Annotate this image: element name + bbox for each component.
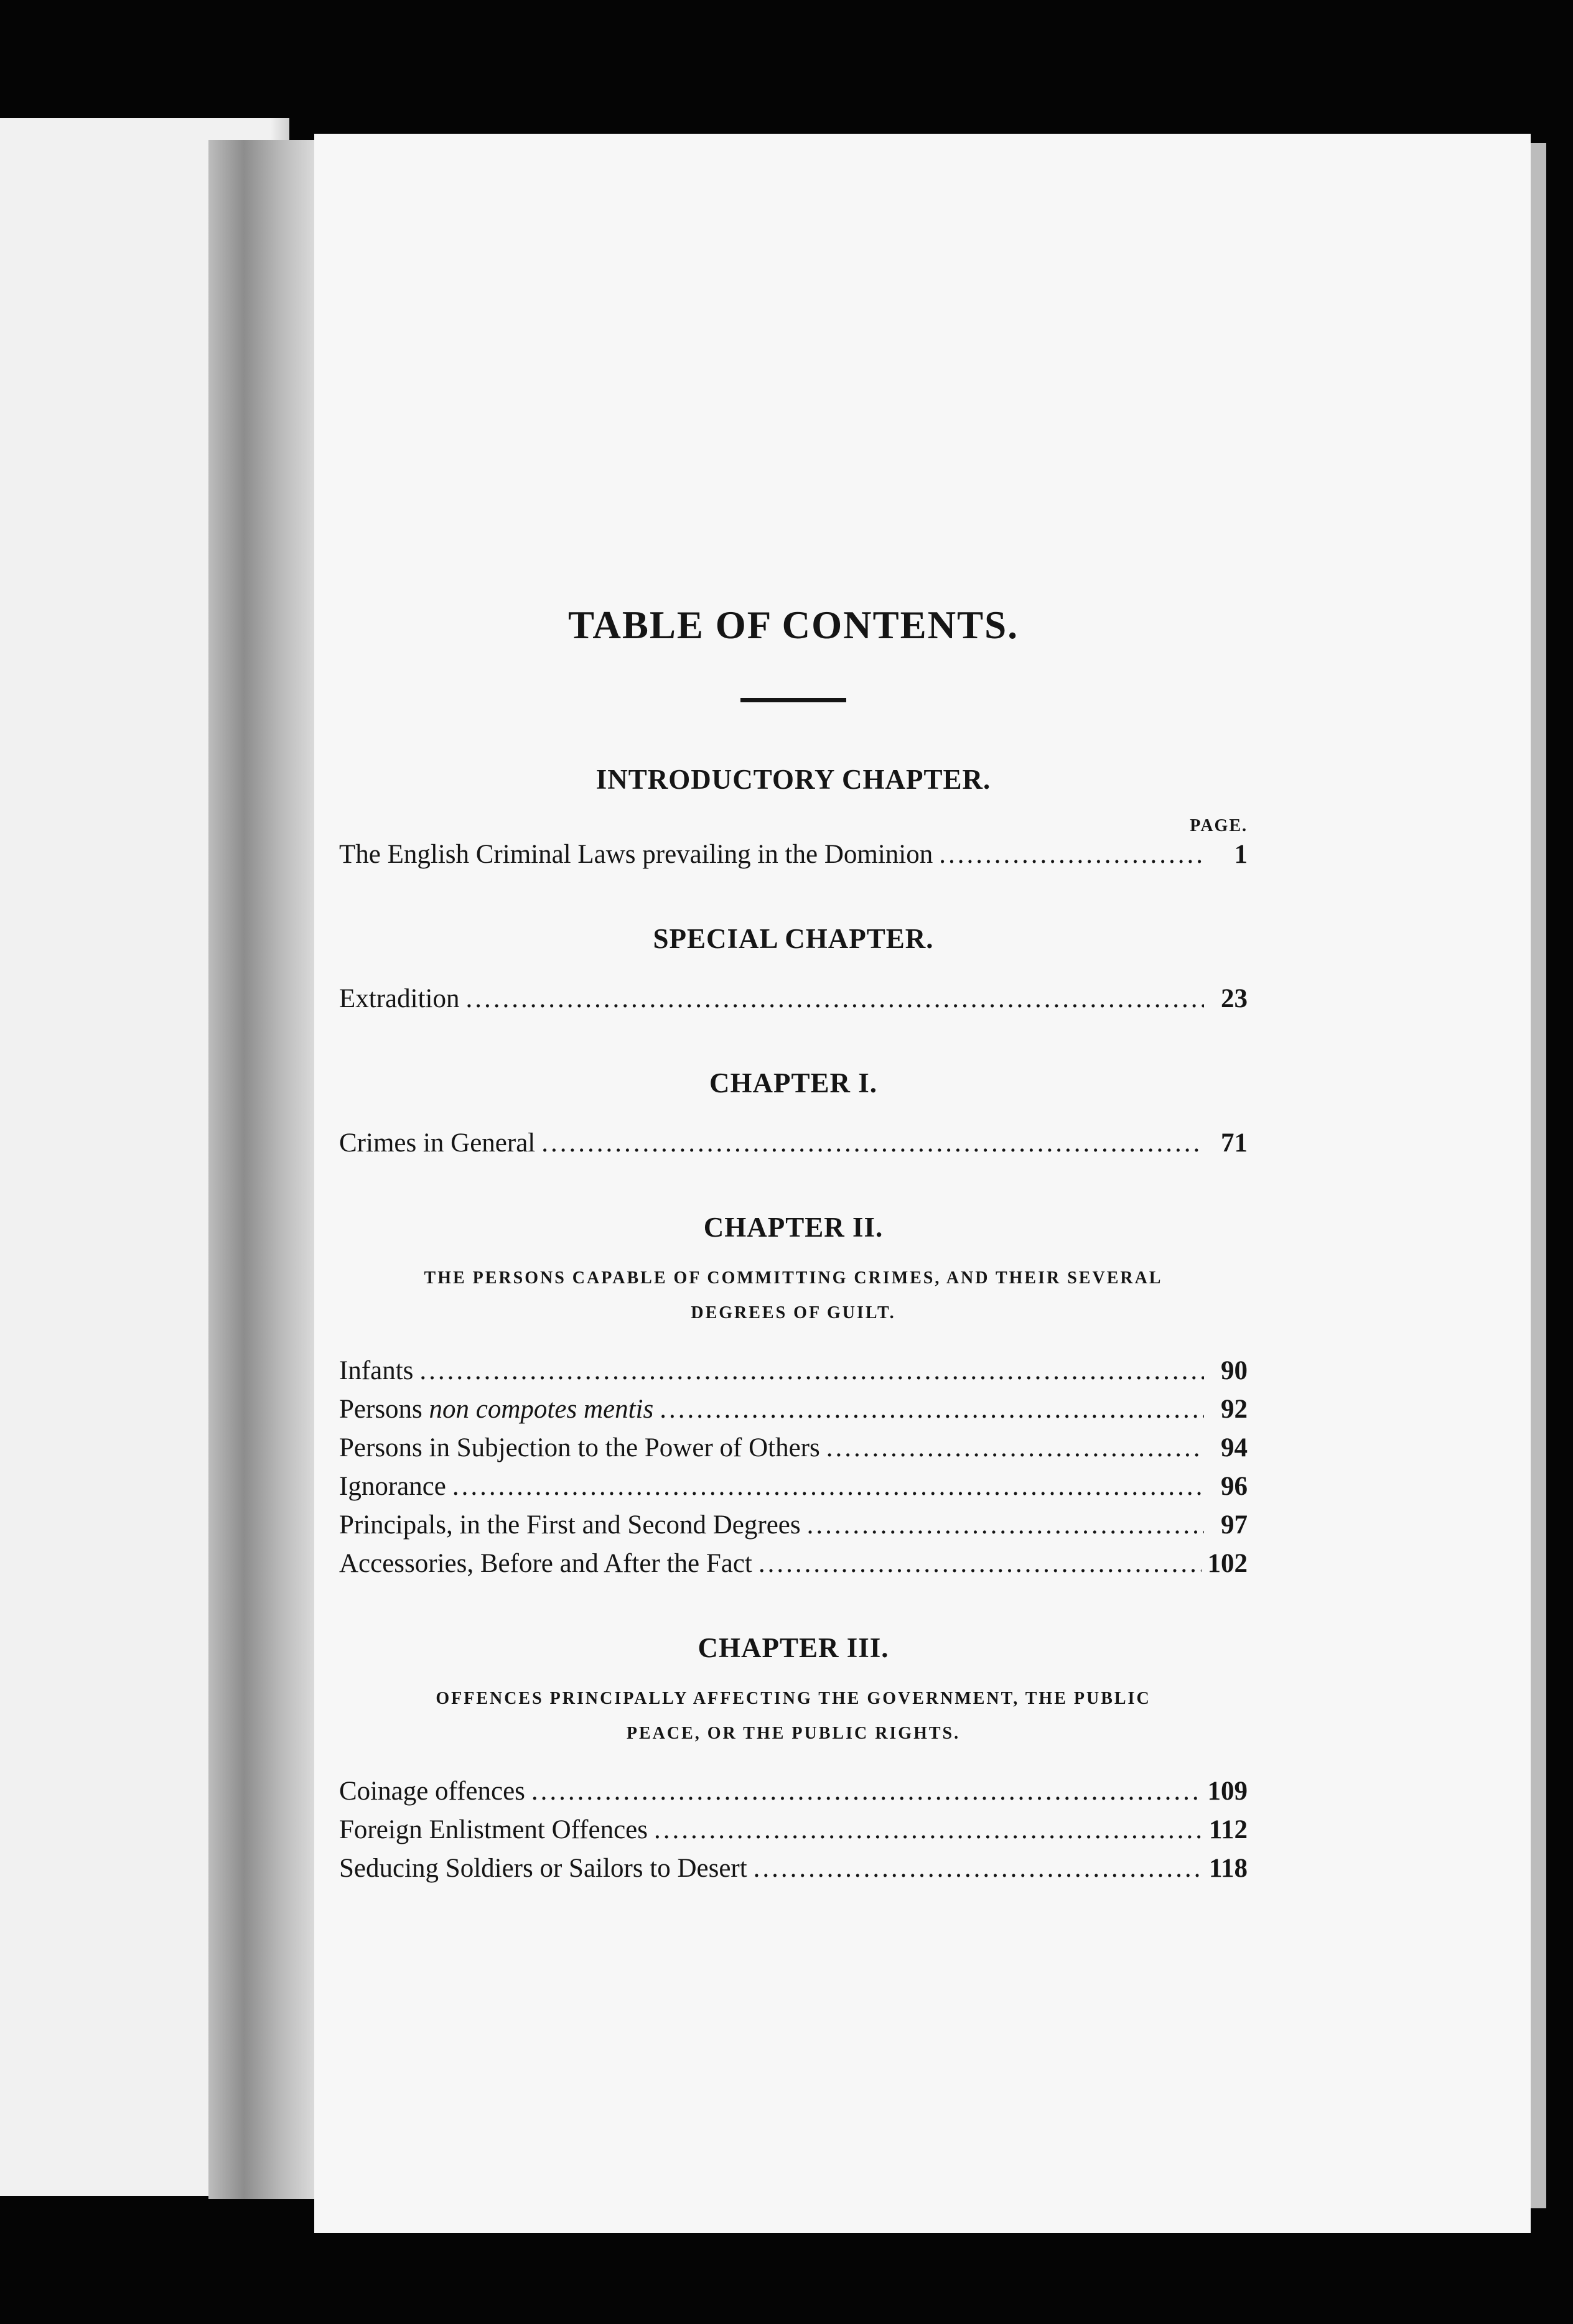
leader-dots <box>807 1506 1204 1545</box>
entry-page: 102 <box>1207 1549 1248 1578</box>
subtitle-line: PEACE, OR THE PUBLIC RIGHTS. <box>626 1724 961 1743</box>
entry-page: 112 <box>1208 1815 1248 1844</box>
toc-entry[interactable] <box>339 1429 1248 1467</box>
entry-label: Foreign Enlistment Offences <box>339 1815 648 1844</box>
entry-list <box>339 835 1248 874</box>
page-edge <box>1531 143 1546 2208</box>
entry-list <box>339 980 1248 1018</box>
entry-label: Accessories, Before and After the Fact <box>339 1549 752 1578</box>
entry-label-italic: non compotes mentis <box>429 1395 654 1424</box>
toc-entry[interactable] <box>339 1772 1248 1811</box>
page-title: TABLE OF CONTENTS. <box>568 603 1019 647</box>
chapter-heading: CHAPTER I. <box>709 1067 878 1099</box>
leader-dots <box>452 1467 1204 1506</box>
toc-entry[interactable] <box>339 835 1248 874</box>
leader-dots <box>758 1545 1202 1583</box>
chapter-heading: SPECIAL CHAPTER. <box>653 923 934 954</box>
title-rule <box>740 698 846 702</box>
toc-entry[interactable] <box>339 1124 1248 1163</box>
entry-label-prefix: Persons <box>339 1395 429 1424</box>
entry-label: Ignorance <box>339 1472 446 1501</box>
leader-dots <box>541 1124 1204 1163</box>
entry-label: Extradition <box>339 984 460 1013</box>
toc-entry[interactable] <box>339 1390 1248 1429</box>
entry-label: Crimes in General <box>339 1128 536 1158</box>
entry-label: Seducing Soldiers or Sailors to Desert <box>339 1854 747 1883</box>
section-introductory <box>339 760 1248 874</box>
toc-entry[interactable] <box>339 980 1248 1018</box>
entry-page: 71 <box>1221 1128 1248 1158</box>
entry-list <box>339 1352 1248 1583</box>
entry-list <box>339 1124 1248 1163</box>
leader-dots <box>654 1811 1203 1849</box>
entry-label: Infants <box>339 1356 414 1385</box>
entry-label: Principals, in the First and Second Degrees <box>339 1510 801 1540</box>
entry-label <box>339 1390 653 1429</box>
entry-page: 118 <box>1208 1854 1248 1883</box>
section-special <box>339 919 1248 1018</box>
toc-entry[interactable] <box>339 1811 1248 1849</box>
toc-entry[interactable] <box>339 1467 1248 1506</box>
chapter-heading: CHAPTER II. <box>703 1212 884 1243</box>
toc-entry[interactable] <box>339 1506 1248 1545</box>
toc-entry[interactable] <box>339 1352 1248 1390</box>
entry-page: 92 <box>1221 1395 1248 1424</box>
subtitle-line: THE PERSONS CAPABLE OF COMMITTING CRIMES, AND THEIR SEVERAL <box>424 1268 1163 1288</box>
toc-content <box>339 597 1248 1888</box>
section-chapter-1 <box>339 1063 1248 1163</box>
page-column-label: PAGE. <box>1190 816 1248 835</box>
entry-page: 1 <box>1234 840 1248 869</box>
leader-dots <box>419 1352 1204 1390</box>
entry-page: 96 <box>1221 1472 1248 1501</box>
section-chapter-3 <box>339 1628 1248 1888</box>
toc-entry[interactable] <box>339 1849 1248 1888</box>
entry-label: Coinage offences <box>339 1777 525 1806</box>
entry-page: 109 <box>1207 1777 1248 1806</box>
leader-dots <box>531 1772 1202 1811</box>
chapter-heading: INTRODUCTORY CHAPTER. <box>595 764 991 795</box>
entry-page: 94 <box>1221 1433 1248 1462</box>
entry-list <box>339 1772 1248 1888</box>
chapter-subtitle <box>339 1681 1248 1751</box>
entry-label: Persons in Subjection to the Power of Others <box>339 1433 820 1462</box>
entry-label: The English Criminal Laws prevailing in the Dominion <box>339 840 933 869</box>
entry-page: 23 <box>1221 984 1248 1013</box>
leader-dots <box>660 1390 1204 1429</box>
entry-page: 90 <box>1221 1356 1248 1385</box>
section-chapter-2 <box>339 1207 1248 1583</box>
leader-dots <box>939 835 1204 874</box>
chapter-subtitle <box>339 1261 1248 1331</box>
subtitle-line: OFFENCES PRINCIPALLY AFFECTING THE GOVERNMENT, THE PUBLIC <box>436 1689 1151 1708</box>
book-gutter <box>208 140 327 2199</box>
chapter-heading: CHAPTER III. <box>698 1632 889 1663</box>
entry-page: 97 <box>1221 1510 1248 1540</box>
leader-dots <box>465 980 1204 1018</box>
subtitle-line: DEGREES OF GUILT. <box>691 1303 896 1322</box>
leader-dots <box>826 1429 1204 1467</box>
toc-entry[interactable] <box>339 1545 1248 1583</box>
leader-dots <box>754 1849 1203 1888</box>
